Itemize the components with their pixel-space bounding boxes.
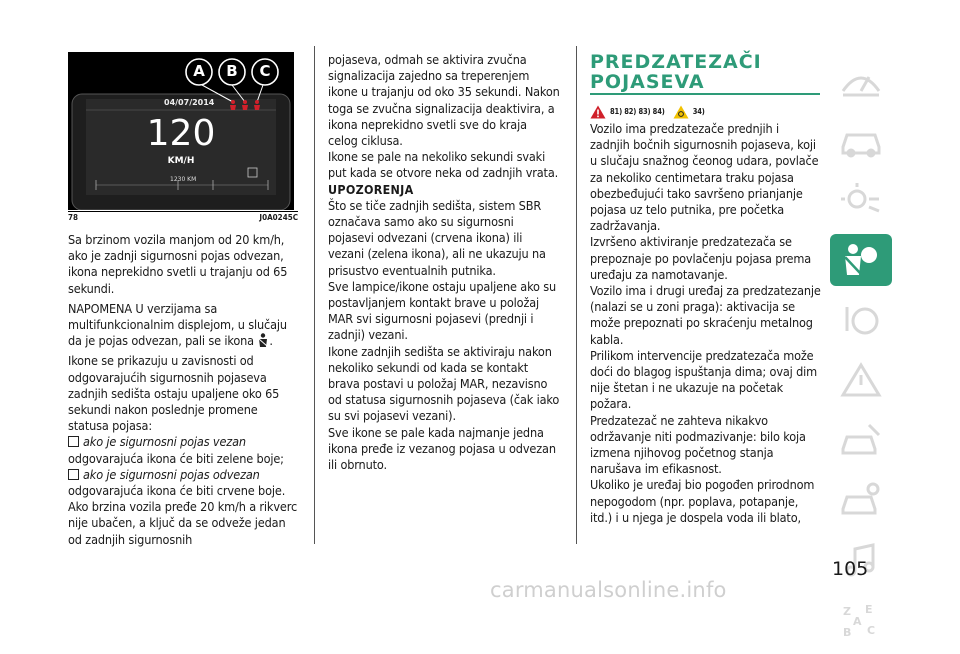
note-text: NAPOMENA U verzijama sa multifunkcionalnim displejom, u slučaju da je pojas odvezan, pali se ikona (68, 300, 287, 349)
warning-paragraph: Ikone zadnjih sedišta se aktiviraju nakon nekoliko sekundi od kada se kontakt brava postavi u položaj MAR, nezavisno od statusa sigurnosnih pojaseva (čak iako su svi pojasevi vezani). (328, 343, 560, 424)
display-speed-unit: KM/H (167, 156, 195, 166)
column-2 (328, 52, 560, 473)
steering-wheel-icon (839, 301, 883, 339)
checkbox-icon (68, 436, 79, 447)
figure-code: J0A0245C (259, 213, 298, 222)
list-item-desc: odgovarajuća ikona će biti crvene boje. (68, 483, 286, 499)
section-title-line1: PREDZATEZAČI (590, 51, 762, 73)
index-letters-icon (839, 601, 883, 639)
car-icon (839, 121, 883, 159)
warning-heading: UPOZORENJA (328, 181, 414, 197)
section-title-line2: POJASEVA (590, 71, 705, 93)
warning-paragraph: Što se tiče zadnjih sedišta, sistem SBR označava samo ako su sigurnosni pojasevi odvezani (crvena ikona) ili vezani (zelena ikona), ali ne ukazuju na prisustvo eventualnih putnika. (328, 197, 546, 278)
sun-lights-icon (839, 181, 883, 219)
paragraph: Vozilo ima i drugi uređaj za predzatezanje (nalazi se u zoni praga): aktivacija se može prepoznati po skraćenju metalnog kabla. (590, 283, 821, 347)
page-number: 105 (832, 558, 869, 580)
list-item-desc: odgovarajuća ikona će biti zelene boje; (68, 450, 284, 466)
chapter-tab-emergency[interactable] (830, 354, 892, 406)
paragraph: Ikone se prikazuju u zavisnosti od odgovarajućih sigurnosnih pojaseva zadnjih sedišta ostaju upaljene oko 65 sekundi nakon poslednje promene statusa pojasa: (68, 353, 280, 434)
dashboard-icon (839, 61, 883, 99)
svg-text:Z: Z (843, 605, 851, 618)
warning-references (590, 103, 822, 121)
chapter-tab-driving[interactable] (830, 294, 892, 346)
paragraph: Ikone se pale na nekoliko sekundi svaki put kada se otvore neka od zadnjih vrata. (328, 149, 559, 181)
list-item (68, 467, 300, 483)
watermark: carmanualsonline.info (490, 578, 727, 602)
paragraph: Ukoliko je uređaj bio pogođen prirodnom nepogodom (npr. poplava, potapanje, itd.) i u njega je dospela voda ili blato, (590, 477, 815, 525)
paragraph: Izvršeno aktiviranje predzatezača se prepoznaje po povlačenju pojasa prema uređaju za namotavanje. (590, 234, 812, 282)
safety-seatbelt-icon (839, 241, 883, 279)
display-odometer: 1230 KM (170, 176, 197, 183)
column-divider-right (576, 46, 577, 544)
car-service-icon (839, 421, 883, 459)
danger-triangle-icon (590, 105, 606, 119)
seatbelt-person-icon (257, 333, 269, 347)
warning-paragraph: Sve ikone se pale kada najmanje jedna ikona pređe iz vezanog pojasa u odvezan ili obrnuto. (328, 424, 556, 473)
svg-text:E: E (865, 603, 873, 616)
chapter-tab-vehicle[interactable] (830, 114, 892, 166)
caution-refs: 34) (692, 106, 705, 116)
technical-data-icon (839, 481, 883, 519)
chapter-tab-technical[interactable] (830, 474, 892, 526)
section-title (590, 52, 822, 92)
svg-text:C: C (867, 624, 876, 637)
svg-text:B: B (843, 626, 852, 639)
warning-triangle-icon (839, 361, 883, 399)
callout-c-label: C (259, 62, 271, 80)
list-item-label: ako je sigurnosni pojas odvezan (83, 466, 260, 482)
chapter-tab-lights[interactable] (830, 174, 892, 226)
title-rule (590, 93, 820, 95)
figure-number: 78 (68, 213, 79, 222)
list-item (68, 434, 300, 450)
figure-caption (68, 211, 298, 222)
danger-refs: 81) 82) 83) 84) (610, 106, 665, 116)
column-1 (68, 232, 300, 548)
column-divider-left (314, 46, 315, 544)
svg-text:A: A (853, 615, 862, 628)
callout-b-label: B (226, 62, 238, 80)
warning-paragraph: Sve lampice/ikone ostaju upaljene ako su postavljanjem kontakt brave u položaj MAR svi sigurnosni pojasevi (prednji i zadnji) vezani. (328, 278, 557, 343)
paragraph: Vozilo ima predzatezače prednjih i zadnjih bočnih sigurnosnih pojaseva, koji u slučaju snažnog čeonog udara, povlače za nekoliko centimetara traku pojasa obezbeđujući tako savršeno prianjanje pojasa uz telo putnika, pre početka zadržavanja. (590, 121, 819, 234)
paragraph: pojaseva, odmah se aktivira zvučna signalizacija zajedno sa treperenjem ikone u trajanju od oko 35 sekundi. Nakon toga se zvučna signalizacija deaktivira, a ikona neprekidno svetli sve do kraja celog ciklusa. (328, 52, 560, 149)
display-date: 04/07/2014 (164, 98, 215, 107)
chapter-tab-maintenance[interactable] (830, 414, 892, 466)
note-end: . (269, 333, 273, 349)
note-paragraph (68, 301, 300, 350)
display-speed: 120 (146, 113, 216, 154)
paragraph: Predzatezač ne zahteva nikakvo održavanje niti podmazivanje: bilo koja izmena njihovog početnog stanja narušava im efikasnost. (590, 412, 806, 477)
paragraph: Ako brzina vozila pređe 20 km/h a rikverc nije ubačen, a ključ da se odveže jedan od zadnjih sigurnosnih (68, 499, 298, 547)
chapter-tab-dashboard[interactable] (830, 54, 892, 106)
list-item-label: ako je sigurnosni pojas vezan (83, 434, 246, 450)
paragraph: Prilikom intervencije predzatezača može doći do blagog ispuštanja dima; ovaj dim nije štetan i ne ukazuje na početak požara. (590, 347, 818, 412)
caution-triangle-icon (673, 105, 689, 119)
callout-a-label: A (193, 62, 205, 80)
column-3 (590, 52, 822, 526)
instrument-display-figure (68, 52, 294, 210)
chapter-tab-safety[interactable] (830, 234, 892, 286)
chapter-tab-index[interactable] (830, 594, 892, 646)
paragraph: Sa brzinom vozila manjom od 20 km/h, ako je zadnji sigurnosni pojas odvezan, ikona neprekidno svetli u trajanju od 65 sekundi. (68, 232, 288, 296)
seatbelt-icons (230, 100, 260, 110)
checkbox-icon (68, 469, 79, 480)
